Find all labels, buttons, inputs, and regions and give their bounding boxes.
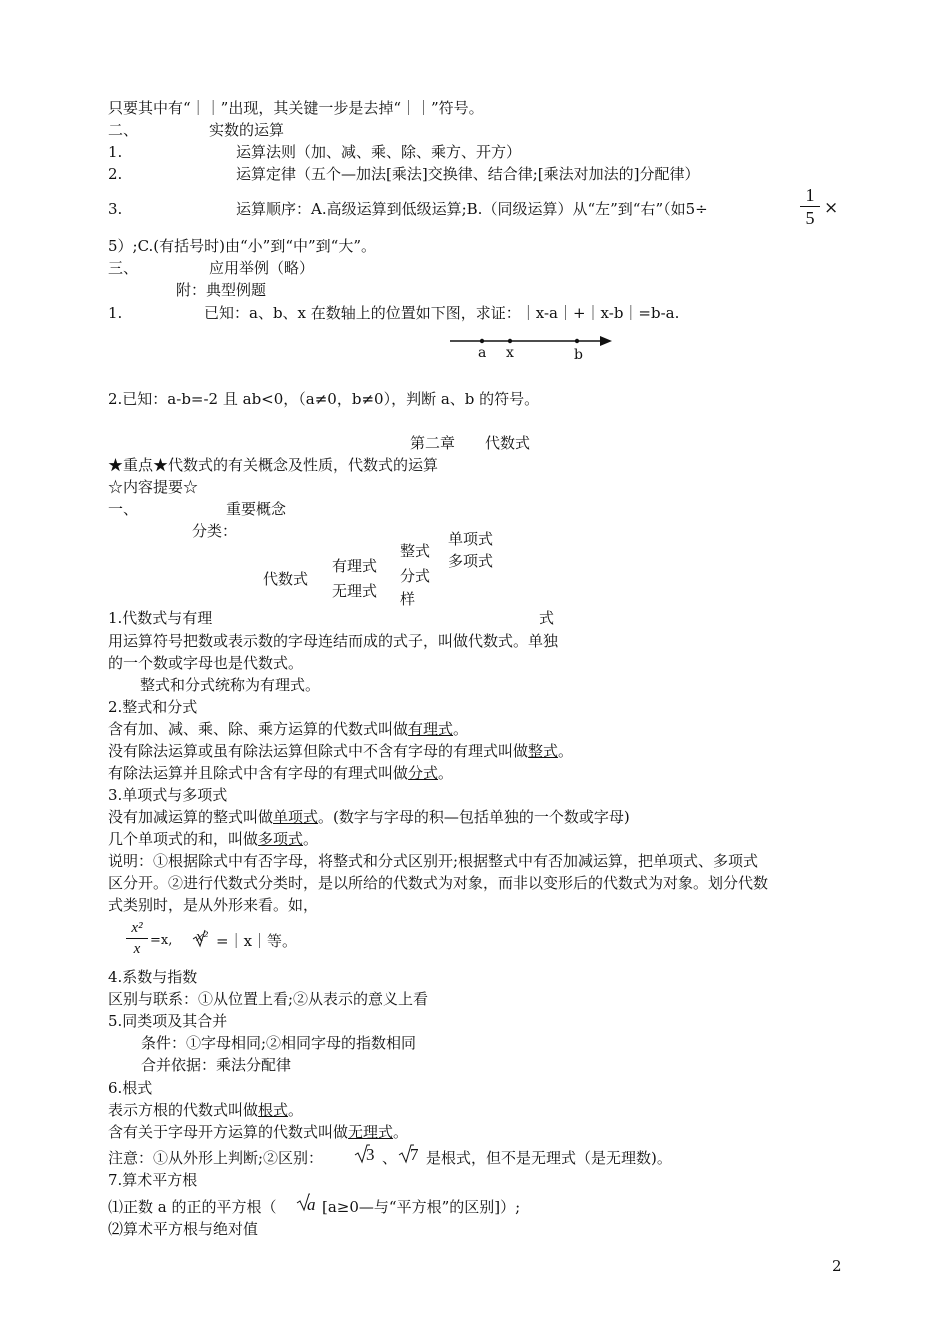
chapter-key-points: ★重点★代数式的有关概念及性质，代数式的运算: [108, 456, 439, 474]
point-a-label: a: [478, 345, 487, 361]
p1-line-3: 整式和分式统称为有理式。: [140, 676, 321, 694]
p5-line-2: 合并依据：乘法分配律: [141, 1056, 292, 1074]
number-line: [446, 332, 616, 362]
p4-heading: 4.系数与指数: [108, 968, 198, 986]
p2-line-1: 含有加、减、乘、除、乘方运算的代数式叫做有理式。: [108, 720, 469, 738]
fraction-one-fifth: [800, 184, 820, 229]
p3-line-4: 区分开。②进行代数式分类时，是以所给的代数式为对象，而非以变形后的代数式为对象。划分代数: [108, 874, 769, 892]
fraction-denominator: 5: [805, 208, 815, 228]
s2-item3-text: 运算顺序：A.高级运算到低级运算;B.（同级运算）从“左”到“右”（如5÷: [236, 200, 708, 218]
p3-line-1: 没有加减运算的整式叫做单项式。(数字与字母的积—包括单独的一个数或字母): [108, 808, 630, 826]
point-b: [575, 339, 579, 343]
p3-line-3: 说明：①根据除式中有否字母，将整式和分式区别开;根据整式中有否加减运算，把单项式、多项式: [108, 852, 759, 870]
p7-heading: 7.算术平方根: [108, 1171, 198, 1189]
term-integral: 整式: [528, 742, 559, 760]
s2-item3-continued: 5）;C.(有括号时)由“小”到“中”到“大”。: [108, 237, 377, 255]
sqrt7-value: 7: [410, 1145, 419, 1164]
p3-line-5: 式类别时，是从外形来看。如，: [108, 896, 319, 914]
term-monomial: 单项式: [273, 808, 319, 826]
sqrt3-value: 3: [366, 1145, 375, 1164]
s2-item2-number: 2.: [108, 165, 123, 183]
tree-root: 代数式: [263, 570, 309, 588]
chapter-title: 第二章 代数式: [410, 434, 531, 452]
tree-fractional: 分式: [400, 567, 431, 585]
p1-line-1: 用运算符号把数或表示数的字母连结而成的式子，叫做代数式。单独: [108, 632, 559, 650]
p1-line-2: 的一个数或字母也是代数式。: [108, 654, 304, 672]
sqrt-a-variable: a: [307, 1195, 316, 1214]
formula-abs: =｜x｜等。: [216, 932, 298, 950]
p7-line-2: ⑵算术平方根与绝对值: [108, 1220, 259, 1238]
p6-line-2: 含有关于字母开方运算的代数式叫做无理式。: [108, 1123, 409, 1141]
s2-item1-number: 1.: [108, 143, 123, 161]
times-sign: ×: [824, 198, 839, 218]
p2-heading: 2.整式和分式: [108, 698, 198, 716]
appendix-label: 附：典型例题: [176, 281, 267, 299]
point-x-label: x: [506, 345, 514, 361]
sqrt-argument: x²: [196, 930, 209, 945]
tree-integral: 整式: [400, 542, 431, 560]
section-3-title: 应用举例（略）: [209, 259, 315, 277]
tree-polynomial: 多项式: [448, 552, 494, 570]
classification-label: 分类：: [192, 522, 238, 540]
p2-line-3: 有除法运算并且除式中含有字母的有理式叫做分式。: [108, 764, 454, 782]
s2-item1-text: 运算法则（加、减、乘、除、乘方、开方）: [236, 143, 522, 161]
concept-section-number: 一、: [108, 500, 139, 518]
term-radical: 根式: [258, 1101, 289, 1119]
p5-heading: 5.同类项及其合并: [108, 1012, 228, 1030]
p5-line-1: 条件：①字母相同;②相同字母的指数相同: [141, 1034, 417, 1052]
tree-monomial: 单项式: [448, 530, 494, 548]
section-2-number: 二、: [108, 121, 139, 139]
point-b-label: b: [574, 347, 583, 363]
term-irrational: 无理式: [348, 1123, 394, 1141]
example-1-number: 1.: [108, 304, 123, 322]
s2-item2-text: 运算定律（五个—加法[乘法]交换律、结合律;[乘法对加法的]分配律）: [236, 165, 700, 183]
p6-heading: 6.根式: [108, 1079, 153, 1097]
formula-fraction: [126, 918, 148, 959]
p7-line-1: ⑴正数 a 的正的平方根（: [108, 1198, 277, 1216]
formula-equals-x: =x,: [150, 933, 173, 948]
p6-line-1: 表示方根的代数式叫做根式。: [108, 1101, 304, 1119]
p2-line-2: 没有除法运算或虽有除法运算但除式中不含有字母的有理式叫做整式。: [108, 742, 574, 760]
content-outline: ☆内容提要☆: [108, 478, 199, 496]
p6-line-3: 注意：①从外形上判断;②区别：: [108, 1149, 324, 1167]
term-fractional: 分式: [408, 764, 439, 782]
term-rational: 有理式: [408, 720, 454, 738]
tree-rational: 有理式: [332, 557, 378, 575]
section-2-title: 实数的运算: [209, 121, 285, 139]
p1-heading-tail: 式: [539, 609, 555, 627]
formula-denominator: x: [133, 941, 141, 957]
p1-heading: 1.代数式与有理: [108, 609, 213, 627]
p6-line-3-tail: 是根式，但不是无理式（是无理数)。: [426, 1149, 672, 1167]
radical-separator: 、: [382, 1149, 398, 1167]
tree-irrational: 无理式: [332, 582, 378, 600]
concept-section-title: 重要概念: [226, 500, 287, 518]
intro-line: 只要其中有“｜｜”出现，其关键一步是去掉“｜｜”符号。: [108, 99, 484, 117]
p4-line-1: 区别与联系：①从位置上看;②从表示的意义上看: [108, 990, 429, 1008]
s2-item3-number: 3.: [108, 200, 123, 218]
example-1-text: 已知：a、b、x 在数轴上的位置如下图，求证：｜x-a｜+｜x-b｜=b-a.: [204, 304, 680, 322]
p3-line-2: 几个单项式的和，叫做多项式。: [108, 830, 319, 848]
p7-line-1-tail: [a≥0—与“平方根”的区别]）;: [322, 1198, 521, 1216]
p3-heading: 3.单项式与多项式: [108, 786, 228, 804]
section-3-number: 三、: [108, 259, 139, 277]
formula-numerator: x²: [126, 918, 148, 939]
page-number: 2: [832, 1257, 842, 1275]
tree-extra: 样: [400, 590, 416, 608]
term-polynomial: 多项式: [258, 830, 304, 848]
fraction-numerator: 1: [800, 184, 820, 207]
example-2-text: 2.已知：a-b=-2 且 ab<0，（a≠0，b≠0），判断 a、b 的符号。: [108, 390, 540, 408]
